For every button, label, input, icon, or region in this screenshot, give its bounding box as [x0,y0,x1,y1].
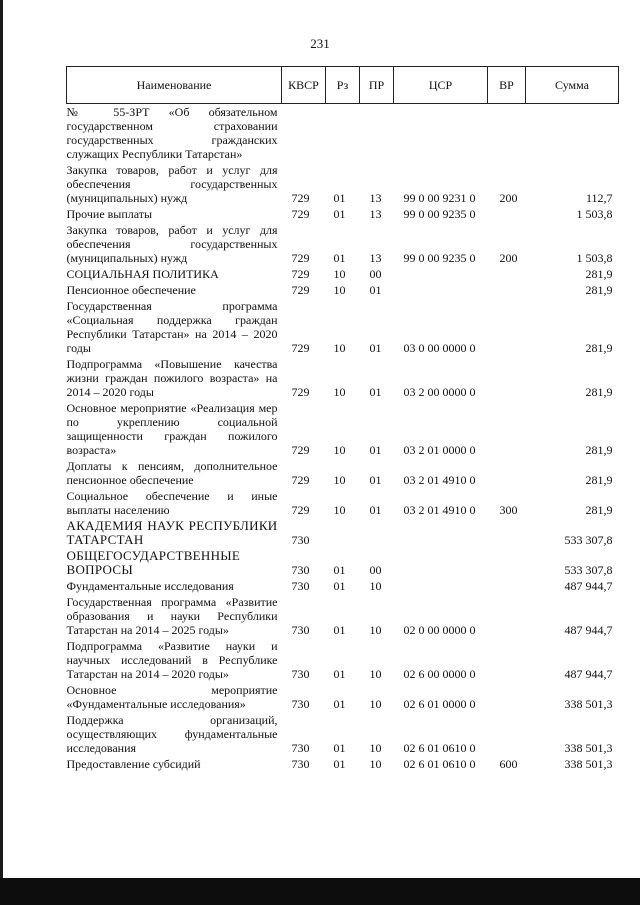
table-row [67,458,619,488]
table-row [67,548,619,578]
cell-rz: 01 [333,191,346,205]
cell-rz: 01 [333,697,346,711]
cell-vr [488,578,526,594]
table-row [67,594,619,638]
cell-vr: 600 [499,757,518,771]
cell-rz: 10 [333,283,346,297]
cell-sum: 281,9 [585,267,613,281]
table-row [67,578,619,594]
cell-rz: 01 [333,207,346,221]
cell-kvsr: 729 [291,385,310,399]
cell-csr: 02 6 00 0000 0 [403,667,476,681]
cell-name: Основное мероприятие «Фундаментальные исследования» [66,683,278,711]
cell-pr: 01 [369,443,382,457]
cell-rz: 01 [333,623,346,637]
table-row [67,282,619,298]
cell-sum: 1 503,8 [576,207,613,221]
scan-edge [0,0,3,905]
cell-rz: 01 [333,741,346,755]
cell-csr: 02 0 00 0000 0 [403,623,476,637]
cell-vr [488,400,526,458]
cell-csr: 02 6 01 0000 0 [403,697,476,711]
cell-vr [488,638,526,682]
cell-pr: 01 [369,473,382,487]
cell-vr [488,356,526,400]
cell-csr: 99 0 00 9235 0 [403,251,476,265]
cell-kvsr: 729 [291,267,310,281]
cell-sum: 1 503,8 [576,251,613,265]
cell-csr: 99 0 00 9231 0 [403,191,476,205]
table-header-row [67,67,619,104]
column-header-name: Наименование [67,67,282,104]
cell-name: Государственная программа «Социальная поддержка граждан Республики Татарстан» на 2014 – 2020 годы [66,299,278,355]
cell-vr [488,298,526,356]
cell-pr: 01 [369,385,382,399]
table-row [67,298,619,356]
cell-rz: 01 [333,251,346,265]
table-row [67,488,619,518]
cell-pr: 10 [369,757,382,771]
cell-csr [394,548,488,578]
cell-vr [488,458,526,488]
table-row [67,162,619,206]
cell-sum: 281,9 [585,385,613,399]
column-header-kvsr: КВСР [282,67,326,104]
cell-sum: 281,9 [585,503,613,517]
cell-pr: 10 [369,741,382,755]
cell-name: Предоставление субсидий [66,757,201,771]
cell-pr [360,104,394,163]
cell-pr: 10 [369,697,382,711]
cell-sum: 487 944,7 [564,579,613,593]
table-row [67,638,619,682]
cell-csr: 03 2 01 4910 0 [403,503,476,517]
cell-vr [488,712,526,756]
table-row [67,712,619,756]
cell-name: Доплаты к пенсиям, дополнительное пенсионное обеспечение [66,459,278,487]
cell-pr: 00 [369,563,382,577]
cell-sum: 281,9 [585,283,613,297]
cell-kvsr: 730 [291,667,310,681]
budget-table [66,66,619,772]
cell-vr: 200 [499,191,518,205]
cell-rz: 10 [333,385,346,399]
cell-pr: 13 [369,251,382,265]
cell-kvsr: 730 [291,623,310,637]
cell-vr [488,548,526,578]
scan-bottom-band [0,878,640,905]
cell-rz [326,104,360,163]
cell-name: Подпрограмма «Повышение качества жизни граждан пожилого возраста» на 2014 – 2020 годы [66,357,278,399]
cell-csr: 03 0 00 0000 0 [403,341,476,355]
cell-sum [526,104,619,163]
cell-vr [488,104,526,163]
cell-sum: 281,9 [585,341,613,355]
table-row [67,206,619,222]
cell-sum: 487 944,7 [564,623,613,637]
cell-vr [488,266,526,282]
cell-sum: 281,9 [585,443,613,457]
cell-kvsr: 729 [291,207,310,221]
cell-name: Закупка товаров, работ и услуг для обеспечения государственных (муниципальных) нужд [66,223,278,265]
column-header-pr: ПР [360,67,394,104]
cell-sum: 487 944,7 [564,667,613,681]
cell-rz [326,518,360,548]
cell-kvsr: 729 [291,341,310,355]
cell-rz: 01 [333,667,346,681]
cell-vr [488,282,526,298]
cell-sum: 338 501,3 [564,741,613,755]
cell-csr: 03 2 01 0000 0 [403,443,476,457]
column-header-sum: Сумма [526,67,619,104]
cell-vr [488,518,526,548]
table-row [67,266,619,282]
cell-pr: 13 [369,191,382,205]
cell-kvsr: 730 [291,533,310,547]
cell-rz: 01 [333,579,346,593]
cell-pr: 10 [369,667,382,681]
cell-rz: 01 [333,757,346,771]
table-row [67,756,619,772]
table-body [67,104,619,773]
table-row [67,682,619,712]
cell-kvsr: 730 [291,697,310,711]
cell-name: СОЦИАЛЬНАЯ ПОЛИТИКА [66,267,219,281]
table-row [67,518,619,548]
cell-name: ОБЩЕГОСУДАРСТВЕННЫЕ ВОПРОСЫ [66,548,241,577]
cell-name: Социальное обеспечение и иные выплаты населению [66,489,278,517]
column-header-rz: Рз [326,67,360,104]
column-header-csr: ЦСР [394,67,488,104]
cell-pr: 00 [369,267,382,281]
cell-csr: 03 2 00 0000 0 [403,385,476,399]
cell-sum: 338 501,3 [564,697,613,711]
cell-csr: 99 0 00 9235 0 [403,207,476,221]
cell-sum: 112,7 [585,191,613,205]
cell-kvsr: 729 [291,283,310,297]
cell-name: Закупка товаров, работ и услуг для обеспечения государственных (муниципальных) нужд [66,163,278,205]
cell-kvsr: 730 [291,741,310,755]
cell-vr [488,682,526,712]
cell-kvsr [282,104,326,163]
cell-sum: 533 307,8 [564,563,613,577]
cell-vr: 200 [499,251,518,265]
cell-pr: 10 [369,579,382,593]
table-row [67,400,619,458]
cell-name: АКАДЕМИЯ НАУК РЕСПУБЛИКИ ТАТАРСТАН [66,518,278,547]
column-header-vr: ВР [488,67,526,104]
cell-name: Прочие выплаты [66,207,153,221]
cell-csr [394,266,488,282]
cell-rz: 10 [333,267,346,281]
cell-csr: 03 2 01 4910 0 [403,473,476,487]
cell-csr [394,104,488,163]
cell-kvsr: 729 [291,443,310,457]
table-row [67,222,619,266]
cell-kvsr: 729 [291,503,310,517]
cell-kvsr: 730 [291,757,310,771]
cell-kvsr: 729 [291,191,310,205]
cell-rz: 10 [333,473,346,487]
cell-rz: 10 [333,341,346,355]
cell-vr [488,206,526,222]
cell-vr [488,594,526,638]
cell-name: Государственная программа «Развитие образования и науки Республики Татарстан на 2014 – 2025 годы» [66,595,278,637]
cell-csr [394,578,488,594]
table-row [67,356,619,400]
cell-sum: 533 307,8 [564,533,613,547]
cell-pr [360,518,394,548]
cell-name: Подпрограмма «Развитие науки и научных исследований в Республике Татарстан на 2014 – 2020 годы» [66,639,278,681]
cell-name: Основное мероприятие «Реализация мер по укреплению социальной защищенности граждан пожилого возраста» [66,401,278,457]
cell-rz: 10 [333,503,346,517]
cell-name: № 55-ЗРТ «Об обязательном государственном страховании государственных гражданских служащих Республики Татарстан» [66,105,278,161]
cell-rz: 01 [333,563,346,577]
cell-pr: 01 [369,341,382,355]
cell-pr: 13 [369,207,382,221]
cell-pr: 01 [369,283,382,297]
cell-kvsr: 729 [291,251,310,265]
cell-csr [394,518,488,548]
cell-rz: 10 [333,443,346,457]
cell-name: Поддержка организаций, осуществляющих фундаментальные исследования [66,713,278,755]
cell-csr: 02 6 01 0610 0 [403,741,476,755]
cell-pr: 01 [369,503,382,517]
cell-name: Фундаментальные исследования [66,579,234,593]
cell-kvsr: 729 [291,473,310,487]
cell-vr: 300 [499,503,518,517]
cell-kvsr: 730 [291,579,310,593]
table-row [67,104,619,163]
cell-csr: 02 6 01 0610 0 [403,757,476,771]
cell-csr [394,282,488,298]
cell-kvsr: 730 [291,563,310,577]
cell-pr: 10 [369,623,382,637]
page-number: 231 [310,36,330,51]
cell-sum: 281,9 [585,473,613,487]
cell-name: Пенсионное обеспечение [66,283,196,297]
cell-sum: 338 501,3 [564,757,613,771]
